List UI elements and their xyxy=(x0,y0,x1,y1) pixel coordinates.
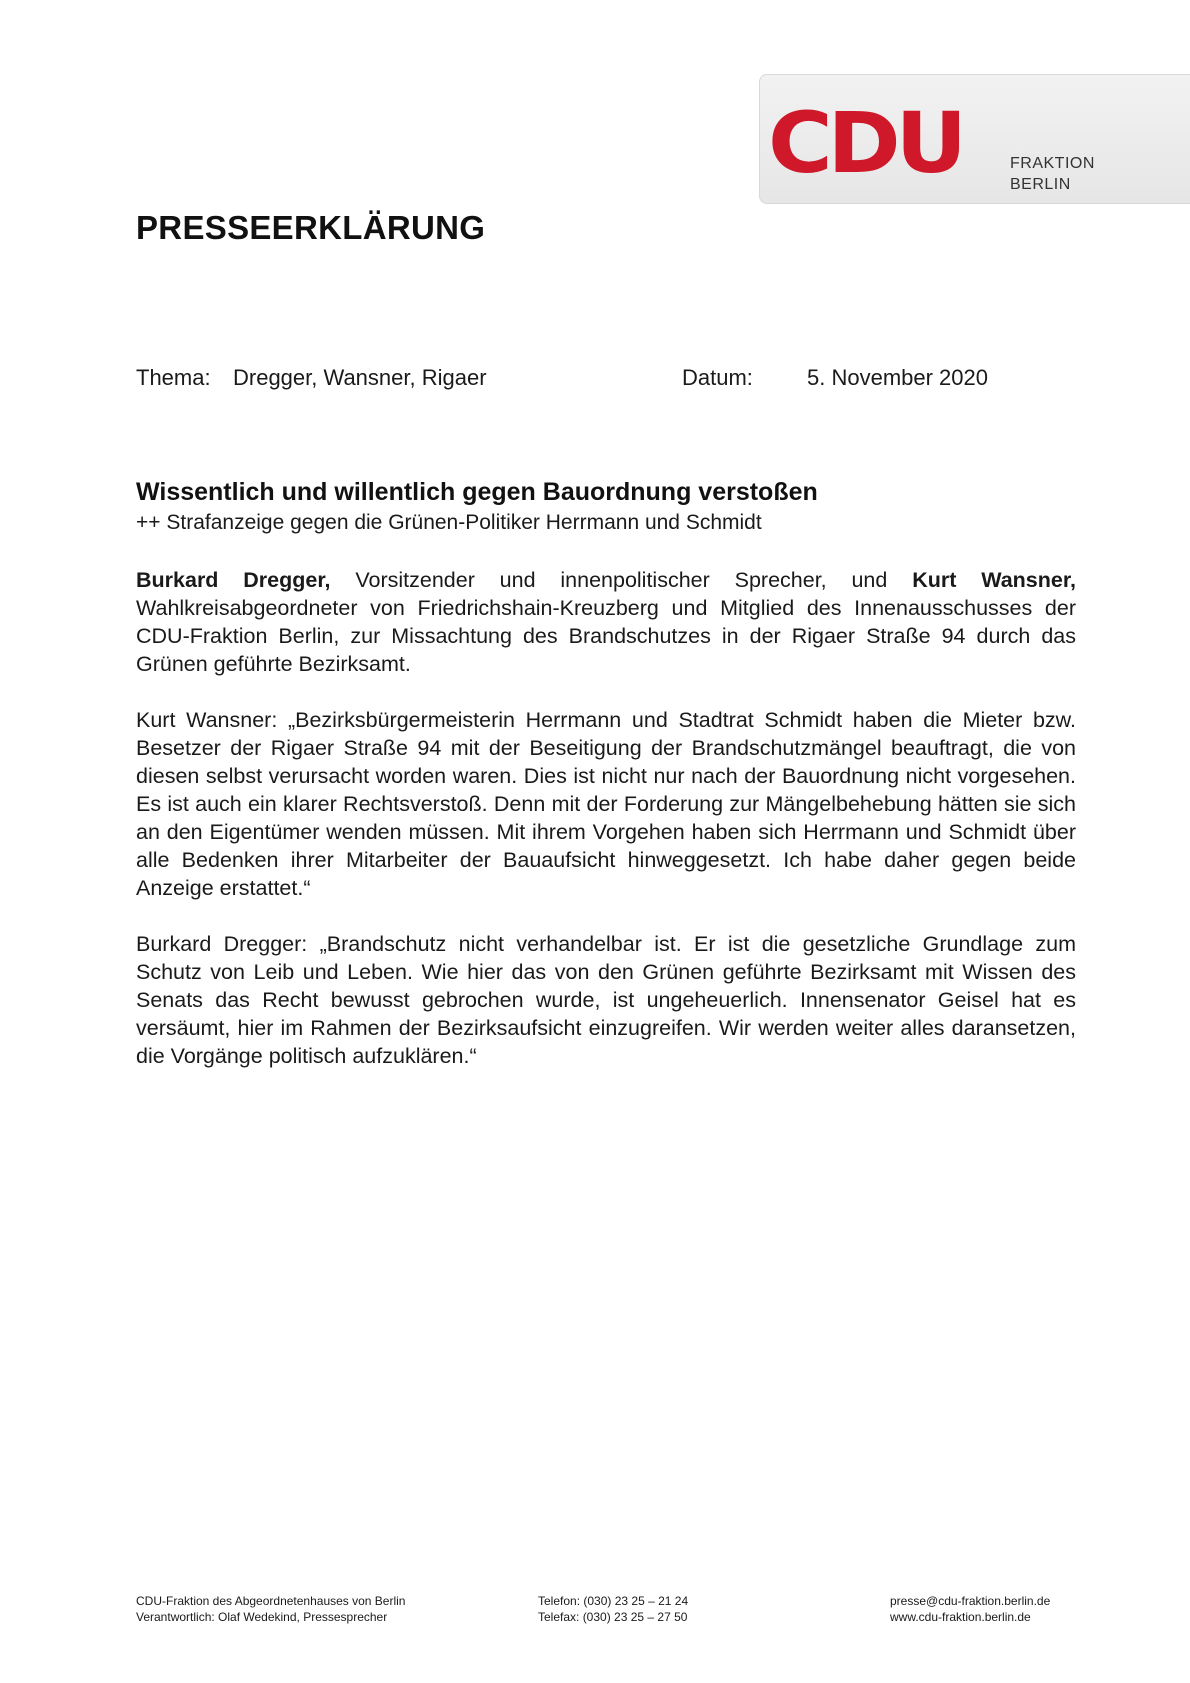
intro-name-wansner: Kurt Wansner, xyxy=(912,568,1076,592)
cdu-logo xyxy=(759,74,1190,204)
footer-responsible: Verantwortlich: Olaf Wedekind, Pressesprecher xyxy=(136,1610,388,1624)
datum-label: Datum: xyxy=(682,365,753,390)
thema-label: Thema: xyxy=(136,365,211,390)
document-title: PRESSEERKLÄRUNG xyxy=(136,209,486,246)
headline: Wissentlich und willentlich gegen Bauordnung verstoßen xyxy=(136,478,818,506)
intro-name-dregger: Burkard Dregger, xyxy=(136,568,331,592)
cdu-logo-wordmark: CDU xyxy=(768,94,962,192)
paragraph-wansner-quote: Kurt Wansner: „Bezirksbürgermeisterin Herrmann und Stadtrat Schmidt haben die Mieter bzw. Besetzer der Rigaer Straße 94 mit der Beseitigung der Brandschutzmängel beauftragt, die von diesen selbst verursacht worden waren. Dies ist nicht nur nach der Bauordnung nicht vorgesehen. Es ist auch ein klarer Rechtsverstoß. Denn mit der Forderung zur Mängelbehebung hätten sie sich an den Eigentümer wenden müssen. Mit ihrem Vorgehen haben sich Herrmann und Schmidt über alle Bedenken ihrer Mitarbeiter der Bauaufsicht hinweggesetzt. Ich habe daher gegen beide Anzeige erstattet.“ xyxy=(136,708,1076,900)
cdu-logo-subtitle xyxy=(1010,153,1095,195)
footer-email[interactable]: presse@cdu-fraktion.berlin.de xyxy=(890,1594,1051,1608)
intro-text-1: Vorsitzender und innenpolitischer Sprecher, und xyxy=(330,568,913,592)
footer-contact-column xyxy=(538,1593,688,1625)
footer-org: CDU-Fraktion des Abgeordnetenhauses von Berlin xyxy=(136,1594,406,1608)
footer-web[interactable]: www.cdu-fraktion.berlin.de xyxy=(890,1610,1031,1624)
footer-phone: Telefon: (030) 23 25 – 21 24 xyxy=(538,1594,689,1608)
thema-value: Dregger, Wansner, Rigaer xyxy=(233,365,487,390)
footer-org-column xyxy=(136,1593,405,1625)
intro-paragraph xyxy=(136,566,1076,678)
subline: ++ Strafanzeige gegen die Grünen-Politiker Herrmann und Schmidt xyxy=(136,511,762,534)
intro-text-2: Wahlkreisabgeordneter von Friedrichshain-Kreuzberg und Mitglied des Innenausschusses der CDU-Fraktion Berlin, zur Missachtung des Brandschutzes in der Rigaer Straße 94 durch das Grünen geführte Bezirksamt. xyxy=(136,596,1076,676)
logo-subtitle-line2: BERLIN xyxy=(1010,176,1071,193)
paragraph-dregger-quote: Burkard Dregger: „Brandschutz nicht verhandelbar ist. Er ist die gesetzliche Grundlage zum Schutz von Leib und Leben. Wie hier das von den Grünen geführte Bezirksamt mit Wissen des Senats das Recht bewusst gebrochen wurde, ist ungeheuerlich. Innensenator Geisel hat es versäumt, hier im Rahmen der Bezirksaufsicht einzugreifen. Wir werden weiter alles daransetzen, die Vorgänge politisch aufzuklären.“ xyxy=(136,932,1076,1068)
footer-online-column xyxy=(890,1593,1050,1625)
logo-subtitle-line1: FRAKTION xyxy=(1010,155,1095,172)
datum-value: 5. November 2020 xyxy=(807,365,988,390)
footer-fax: Telefax: (030) 23 25 – 27 50 xyxy=(538,1610,688,1624)
